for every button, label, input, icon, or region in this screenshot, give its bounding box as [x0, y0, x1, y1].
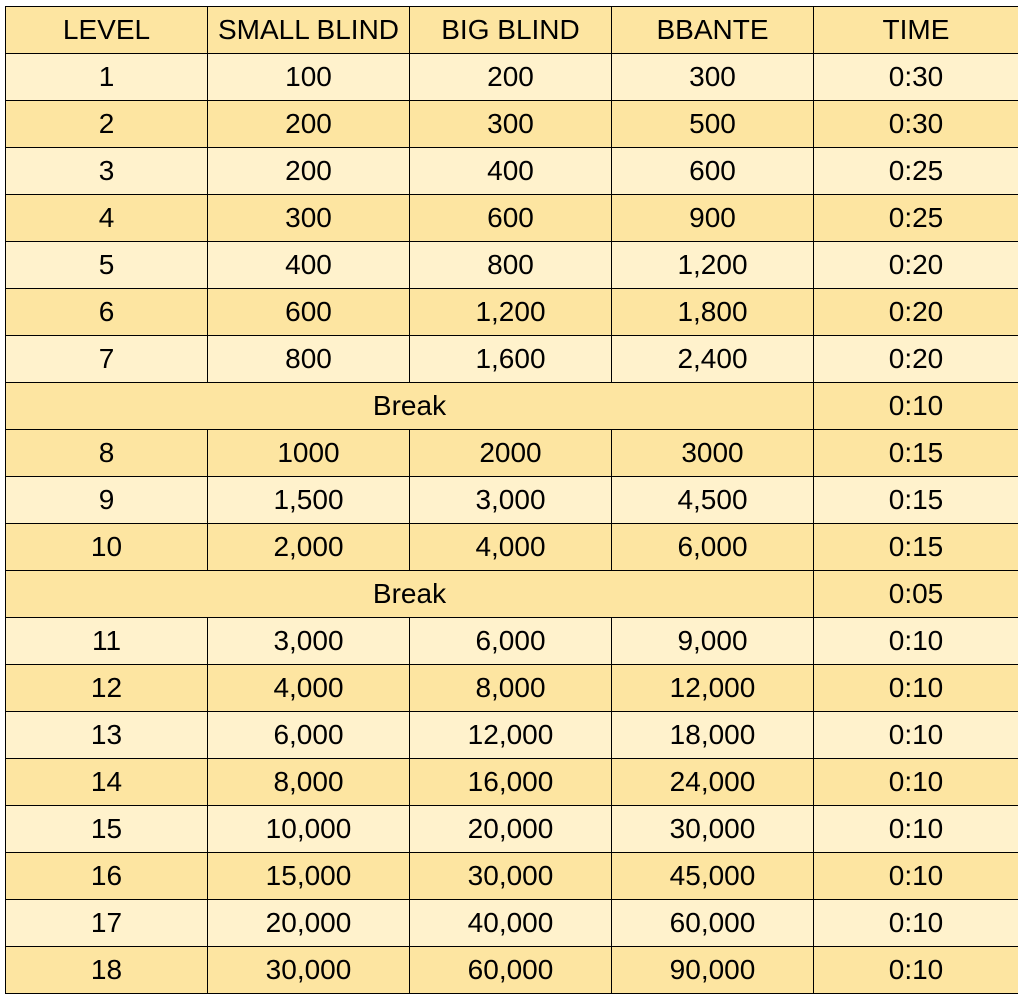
level-cell: 2 — [6, 101, 208, 148]
table-row — [6, 289, 1018, 336]
big-blind-cell: 4,000 — [410, 524, 612, 571]
time-cell: 0:10 — [814, 806, 1018, 853]
small-blind-cell: 15,000 — [208, 853, 410, 900]
break-row — [6, 383, 1018, 430]
big-blind-cell: 8,000 — [410, 665, 612, 712]
big-blind-cell: 16,000 — [410, 759, 612, 806]
level-cell: 1 — [6, 54, 208, 101]
table-row — [6, 524, 1018, 571]
big-blind-cell: 60,000 — [410, 947, 612, 994]
level-cell: 3 — [6, 148, 208, 195]
break-label: Break — [6, 383, 814, 430]
bbante-cell: 18,000 — [612, 712, 814, 759]
break-row — [6, 571, 1018, 618]
time-cell: 0:20 — [814, 336, 1018, 383]
time-cell: 0:15 — [814, 430, 1018, 477]
small-blind-cell: 800 — [208, 336, 410, 383]
level-cell: 7 — [6, 336, 208, 383]
bbante-cell: 24,000 — [612, 759, 814, 806]
small-blind-cell: 3,000 — [208, 618, 410, 665]
big-blind-cell: 400 — [410, 148, 612, 195]
time-cell: 0:10 — [814, 665, 1018, 712]
table-row — [6, 54, 1018, 101]
level-cell: 6 — [6, 289, 208, 336]
time-cell: 0:15 — [814, 477, 1018, 524]
time-cell: 0:10 — [814, 853, 1018, 900]
small-blind-cell: 8,000 — [208, 759, 410, 806]
time-cell: 0:10 — [814, 947, 1018, 994]
table-row — [6, 618, 1018, 665]
blind-structure-table — [5, 6, 1018, 994]
small-blind-cell: 6,000 — [208, 712, 410, 759]
big-blind-cell: 1,600 — [410, 336, 612, 383]
big-blind-cell: 6,000 — [410, 618, 612, 665]
time-cell: 0:10 — [814, 759, 1018, 806]
big-blind-cell: 40,000 — [410, 900, 612, 947]
bbante-cell: 1,800 — [612, 289, 814, 336]
time-cell: 0:20 — [814, 242, 1018, 289]
time-cell: 0:10 — [814, 712, 1018, 759]
header-bbante: BBANTE — [612, 7, 814, 54]
time-cell: 0:30 — [814, 101, 1018, 148]
big-blind-cell: 3,000 — [410, 477, 612, 524]
small-blind-cell: 1,500 — [208, 477, 410, 524]
table-row — [6, 900, 1018, 947]
bbante-cell: 9,000 — [612, 618, 814, 665]
header-time: TIME — [814, 7, 1018, 54]
big-blind-cell: 600 — [410, 195, 612, 242]
header-small-blind: SMALL BLIND — [208, 7, 410, 54]
time-cell: 0:10 — [814, 900, 1018, 947]
big-blind-cell: 20,000 — [410, 806, 612, 853]
big-blind-cell: 200 — [410, 54, 612, 101]
table-body — [6, 7, 1018, 994]
small-blind-cell: 30,000 — [208, 947, 410, 994]
small-blind-cell: 2,000 — [208, 524, 410, 571]
bbante-cell: 900 — [612, 195, 814, 242]
bbante-cell: 60,000 — [612, 900, 814, 947]
table-row — [6, 336, 1018, 383]
level-cell: 12 — [6, 665, 208, 712]
bbante-cell: 4,500 — [612, 477, 814, 524]
small-blind-cell: 10,000 — [208, 806, 410, 853]
level-cell: 16 — [6, 853, 208, 900]
bbante-cell: 2,400 — [612, 336, 814, 383]
level-cell: 15 — [6, 806, 208, 853]
bbante-cell: 6,000 — [612, 524, 814, 571]
bbante-cell: 45,000 — [612, 853, 814, 900]
level-cell: 10 — [6, 524, 208, 571]
big-blind-cell: 2000 — [410, 430, 612, 477]
table-row — [6, 806, 1018, 853]
table-row — [6, 242, 1018, 289]
big-blind-cell: 300 — [410, 101, 612, 148]
level-cell: 9 — [6, 477, 208, 524]
bbante-cell: 500 — [612, 101, 814, 148]
small-blind-cell: 1000 — [208, 430, 410, 477]
time-cell: 0:25 — [814, 148, 1018, 195]
level-cell: 11 — [6, 618, 208, 665]
header-level: LEVEL — [6, 7, 208, 54]
level-cell: 8 — [6, 430, 208, 477]
time-cell: 0:25 — [814, 195, 1018, 242]
small-blind-cell: 20,000 — [208, 900, 410, 947]
table-row — [6, 712, 1018, 759]
time-cell: 0:10 — [814, 383, 1018, 430]
big-blind-cell: 1,200 — [410, 289, 612, 336]
small-blind-cell: 4,000 — [208, 665, 410, 712]
small-blind-cell: 300 — [208, 195, 410, 242]
time-cell: 0:10 — [814, 618, 1018, 665]
small-blind-cell: 100 — [208, 54, 410, 101]
bbante-cell: 600 — [612, 148, 814, 195]
table-row — [6, 148, 1018, 195]
big-blind-cell: 12,000 — [410, 712, 612, 759]
bbante-cell: 12,000 — [612, 665, 814, 712]
table-row — [6, 759, 1018, 806]
time-cell: 0:05 — [814, 571, 1018, 618]
big-blind-cell: 30,000 — [410, 853, 612, 900]
bbante-cell: 1,200 — [612, 242, 814, 289]
small-blind-cell: 600 — [208, 289, 410, 336]
level-cell: 13 — [6, 712, 208, 759]
time-cell: 0:15 — [814, 524, 1018, 571]
small-blind-cell: 400 — [208, 242, 410, 289]
time-cell: 0:30 — [814, 54, 1018, 101]
small-blind-cell: 200 — [208, 148, 410, 195]
table-row — [6, 430, 1018, 477]
bbante-cell: 3000 — [612, 430, 814, 477]
break-label: Break — [6, 571, 814, 618]
level-cell: 17 — [6, 900, 208, 947]
level-cell: 4 — [6, 195, 208, 242]
table-row — [6, 101, 1018, 148]
table-row — [6, 195, 1018, 242]
header-row — [6, 7, 1018, 54]
level-cell: 5 — [6, 242, 208, 289]
table-row — [6, 477, 1018, 524]
big-blind-cell: 800 — [410, 242, 612, 289]
small-blind-cell: 200 — [208, 101, 410, 148]
time-cell: 0:20 — [814, 289, 1018, 336]
bbante-cell: 30,000 — [612, 806, 814, 853]
header-big-blind: BIG BLIND — [410, 7, 612, 54]
bbante-cell: 90,000 — [612, 947, 814, 994]
table-row — [6, 665, 1018, 712]
table-row — [6, 853, 1018, 900]
level-cell: 14 — [6, 759, 208, 806]
level-cell: 18 — [6, 947, 208, 994]
bbante-cell: 300 — [612, 54, 814, 101]
table-row — [6, 947, 1018, 994]
